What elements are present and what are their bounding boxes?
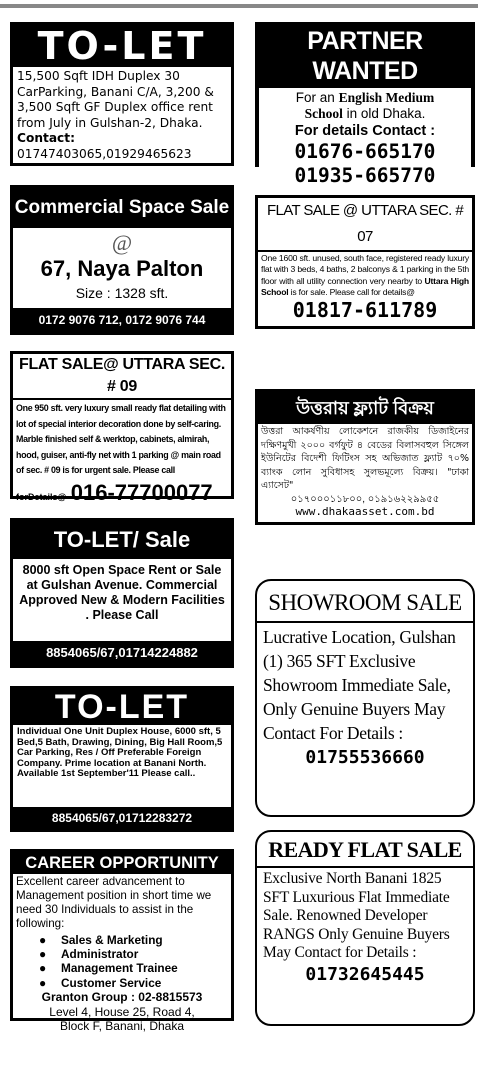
ad-flat-sale-uttara-09 [10, 351, 234, 505]
ad-body: 8000 sft Open Space Rent or Sale at Gulshan Avenue. Commercial Approved New & Modern Facilities . Please Call [19, 563, 225, 622]
ad-body: Lucrative Location, Gulshan (1) 365 SFT Exclusive Showroom Immediate Sale, Only Genuine Buyers May Contact For Details : [263, 627, 456, 743]
phone-numbers: 8854065/67,01712283272 [13, 807, 231, 829]
phone-numbers: 0172 9076 712, 0172 9076 744 [13, 308, 231, 332]
ad-tolet-duplex-banani [10, 686, 234, 832]
ad-body: One 950 sft. very luxury small ready flat detailing with lot of special interior decoration done by self-caring. Marble finished self & werktop, cabinets, almirah, hood, guiser, anti-fly net with 1 parking @ main road of sec. # 09 is for urgent sale. Please call [16, 403, 226, 476]
ad-title: TO-LET [13, 25, 231, 67]
ad-flat-sale-uttara-07 [255, 195, 475, 329]
ad-body: Exclusive North Banani 1825 SFT Luxurious Flat Immediate Sale. Renowned Developer RANGS Only Genuine Buyers May Contact for Details : [263, 870, 450, 961]
phone-numbers: 01747403065,01929465623 [17, 146, 192, 161]
ad-body: One 1600 sft. unused, south face, registered ready luxury flat with 3 beds, 4 baths, 2 balconys & 1 parking in the 5th floor with all utility connection very nearby to [261, 253, 469, 286]
phone-number: 01755536660 [305, 747, 425, 768]
phone-number: 01817-611789 [292, 298, 438, 323]
text: in old Dhaka. [342, 106, 426, 121]
ad-body-bold: Uttara High School [261, 275, 469, 297]
position-item: ● Customer Service [39, 976, 231, 990]
ad-body: উত্তরা আকর্ষণীয় লোকেশনে রাজকীয় ডিজাইনের দক্ষিণমুখী ২০০০ বর্গফুট ৪ বেডের বিলাসবহুল সিঙ্গেল ইউনিটের বিদেশী ফিটিংস সহ অভিজাত ফ্ল্যাট ৭০% ব্যাংক লোন সুবিধাসহ সুলভমূল্যে বিক্রয়। "ঢাকা এ্যাসেট" [261, 426, 469, 491]
phone-number: 016-77700077 [70, 479, 213, 505]
ad-ready-flat-sale [255, 830, 475, 1026]
ad-body: Excellent career advancement to Management position in short time we need 30 Individuals to assist in the following: [16, 875, 212, 930]
ad-title: TO-LET [13, 689, 231, 725]
position-item: ● Administrator [39, 947, 231, 961]
ad-inner-panel [259, 88, 471, 191]
ad-body-wrap [13, 67, 231, 165]
ad-body: 15,500 Sqft IDH Duplex 30 CarParking, Banani C/A, 3,200 & 3,500 Sqft GF Duplex office rent from July in Gulshan-2, Dhaka. [17, 69, 214, 130]
ad-tolet-sale-gulshan [10, 518, 234, 668]
address-line-2: Block F, Banani, Dhaka [59, 1018, 185, 1033]
text-bold: English Medium [338, 90, 435, 105]
ad-partner-wanted [255, 22, 475, 187]
ad-career-opportunity [10, 849, 234, 1033]
position-item: ● Management Trainee [39, 961, 231, 975]
phone-numbers: ০১৭০০০১১৮০০, ০১৯১৬২২৯৯৫৫ [290, 493, 440, 505]
website: www.dhakaasset.com.bd [295, 504, 435, 518]
ad-title: উত্তরায় ফ্ল্যাট বিক্রয় [258, 392, 472, 424]
ad-title: FLAT SALE @ UTTARA SEC. # 07 [258, 198, 472, 252]
details-row [13, 480, 231, 506]
size: Size : 1328 sft. [75, 285, 169, 301]
ad-title: READY FLAT SALE [257, 834, 473, 868]
at-symbol: @ [111, 230, 133, 255]
phone-number-2: 01935-665770 [294, 164, 436, 187]
ad-title: Commercial Space Sale [13, 188, 231, 228]
top-rule [0, 4, 478, 8]
ad-commercial-space [10, 185, 234, 335]
details-label: forDetails@ [16, 491, 67, 502]
text-bold: School [304, 106, 343, 121]
company-contact: Granton Group : 02-8815573 [41, 989, 203, 1004]
position-item: ● Sales & Marketing [39, 933, 231, 947]
ad-title: SHOWROOM SALE [257, 585, 473, 623]
ad-bangla-flat-sale [255, 389, 475, 525]
line-2 [259, 106, 471, 122]
ad-title: PARTNER WANTED [307, 27, 423, 85]
text: For an [295, 90, 339, 105]
contact-label: Contact: [17, 131, 75, 146]
ad-body-end: is for sale. Please call for details@ [288, 286, 415, 297]
ad-body-wrap [258, 252, 472, 299]
phone-number: 01732645445 [305, 963, 425, 985]
ad-title: TO-LET/ Sale [13, 521, 231, 559]
line-1 [259, 90, 471, 106]
details-label: For details Contact : [294, 123, 436, 139]
ad-showroom-sale [255, 579, 475, 817]
address: 67, Naya Palton [40, 256, 204, 281]
ad-title: FLAT SALE@ UTTARA SEC. # 09 [13, 354, 231, 400]
address-line-1: Level 4, House 25, Road 4, [49, 1004, 195, 1019]
ad-tolet-idh-duplex [10, 22, 234, 166]
phone-number-1: 01676-665170 [294, 140, 436, 163]
ad-body: Individual One Unit Duplex House, 6000 sft, 5 Bed,5 Bath, Drawing, Dining, Big Hall Room,5 Car Parking, Res / Off Preferable Foreign Company. Prime location at Banani North. Available 1st September'11 Please call.. [17, 726, 223, 779]
phone-numbers: 8854065/67,01714224882 [13, 641, 231, 665]
position-list [13, 933, 231, 990]
ad-title: CAREER OPPORTUNITY [13, 852, 231, 874]
